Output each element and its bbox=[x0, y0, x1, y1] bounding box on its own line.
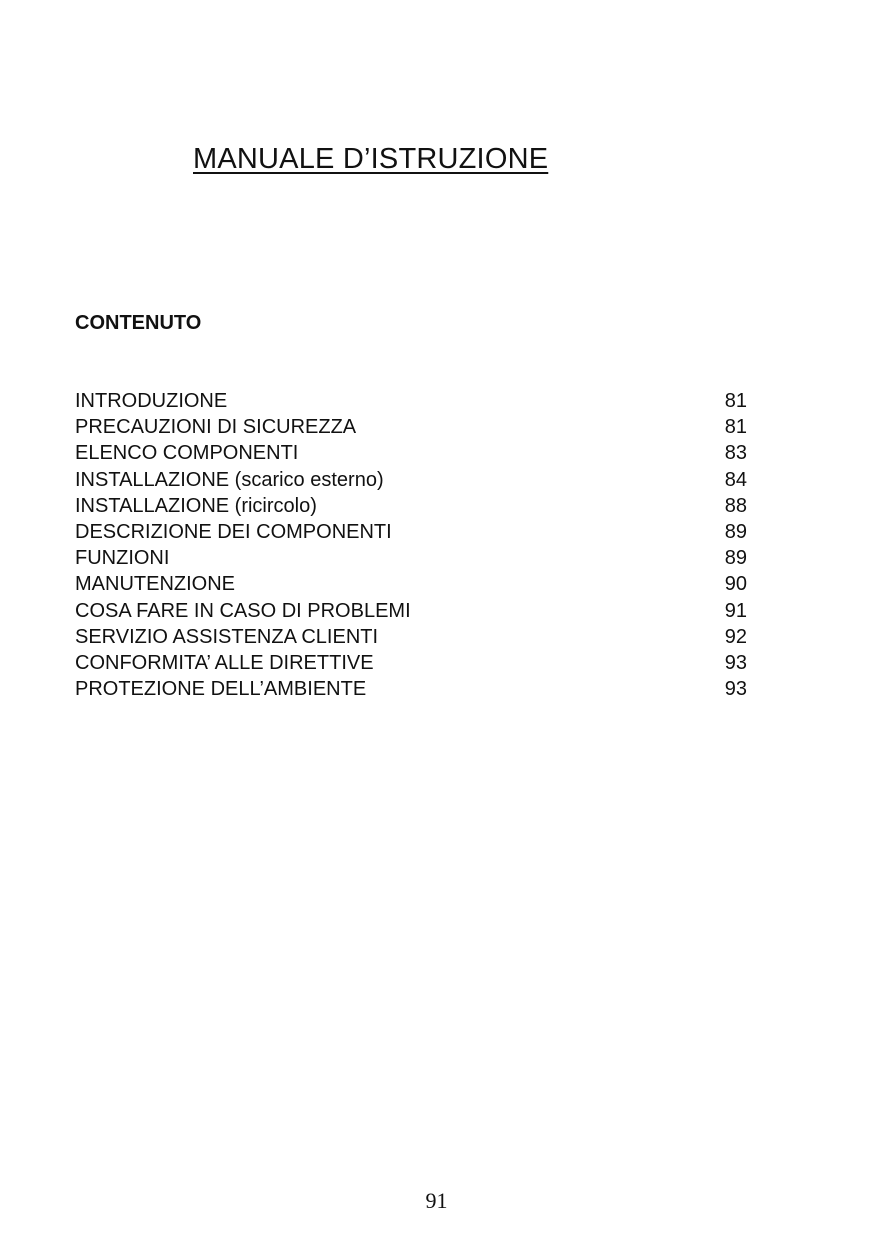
toc-entry-label: ELENCO COMPONENTI bbox=[75, 442, 299, 465]
toc-entry-label: INSTALLAZIONE (scarico esterno) bbox=[75, 468, 384, 491]
toc-entry bbox=[75, 414, 747, 440]
toc-entry-label: PRECAUZIONI DI SICUREZZA bbox=[75, 416, 357, 439]
toc-entry-page: 91 bbox=[724, 599, 747, 622]
toc-entry-page: 84 bbox=[724, 468, 747, 491]
toc-entry-label: MANUTENZIONE bbox=[75, 573, 235, 596]
toc-entry bbox=[75, 467, 747, 493]
toc-entry-page: 89 bbox=[724, 547, 747, 570]
toc-entry bbox=[75, 545, 747, 571]
toc-entry-label: CONFORMITA’ ALLE DIRETTIVE bbox=[75, 651, 374, 674]
toc-entry-label: COSA FARE IN CASO DI PROBLEMI bbox=[75, 599, 411, 622]
toc-entry-label: DESCRIZIONE DEI COMPONENTI bbox=[75, 520, 392, 543]
toc-entry-page: 81 bbox=[724, 390, 747, 412]
toc-entry-label: SERVIZIO ASSISTENZA CLIENTI bbox=[75, 625, 379, 648]
toc-entry bbox=[75, 440, 747, 466]
toc-entry bbox=[75, 650, 747, 676]
toc-entry bbox=[75, 598, 747, 624]
toc-entry bbox=[75, 519, 747, 545]
page-number: 91 bbox=[425, 1188, 448, 1213]
toc-entry bbox=[75, 571, 747, 597]
toc-entry-page: 93 bbox=[724, 651, 747, 674]
toc-entry bbox=[75, 624, 747, 650]
toc-entry-page: 93 bbox=[724, 678, 747, 701]
toc-entry-label: INSTALLAZIONE (ricircolo) bbox=[75, 494, 317, 517]
toc-entry-label: INTRODUZIONE bbox=[75, 390, 228, 412]
toc-entry-page: 88 bbox=[724, 494, 747, 517]
toc-entry bbox=[75, 493, 747, 519]
toc-entry-page: 81 bbox=[724, 416, 747, 439]
toc-entry-label: PROTEZIONE DELL’AMBIENTE bbox=[75, 678, 367, 701]
toc-entry bbox=[75, 388, 747, 414]
document-title: MANUALE D’ISTRUZIONE bbox=[193, 143, 549, 175]
toc-entry-page: 83 bbox=[724, 442, 747, 465]
toc-entry bbox=[75, 676, 747, 702]
toc-entry-page: 92 bbox=[724, 625, 747, 648]
toc-entry-page: 89 bbox=[724, 520, 747, 543]
section-heading-contents: CONTENUTO bbox=[75, 312, 202, 334]
toc-entry-label: FUNZIONI bbox=[75, 547, 170, 570]
toc-entry-page: 90 bbox=[724, 573, 747, 596]
table-of-contents bbox=[75, 388, 747, 702]
